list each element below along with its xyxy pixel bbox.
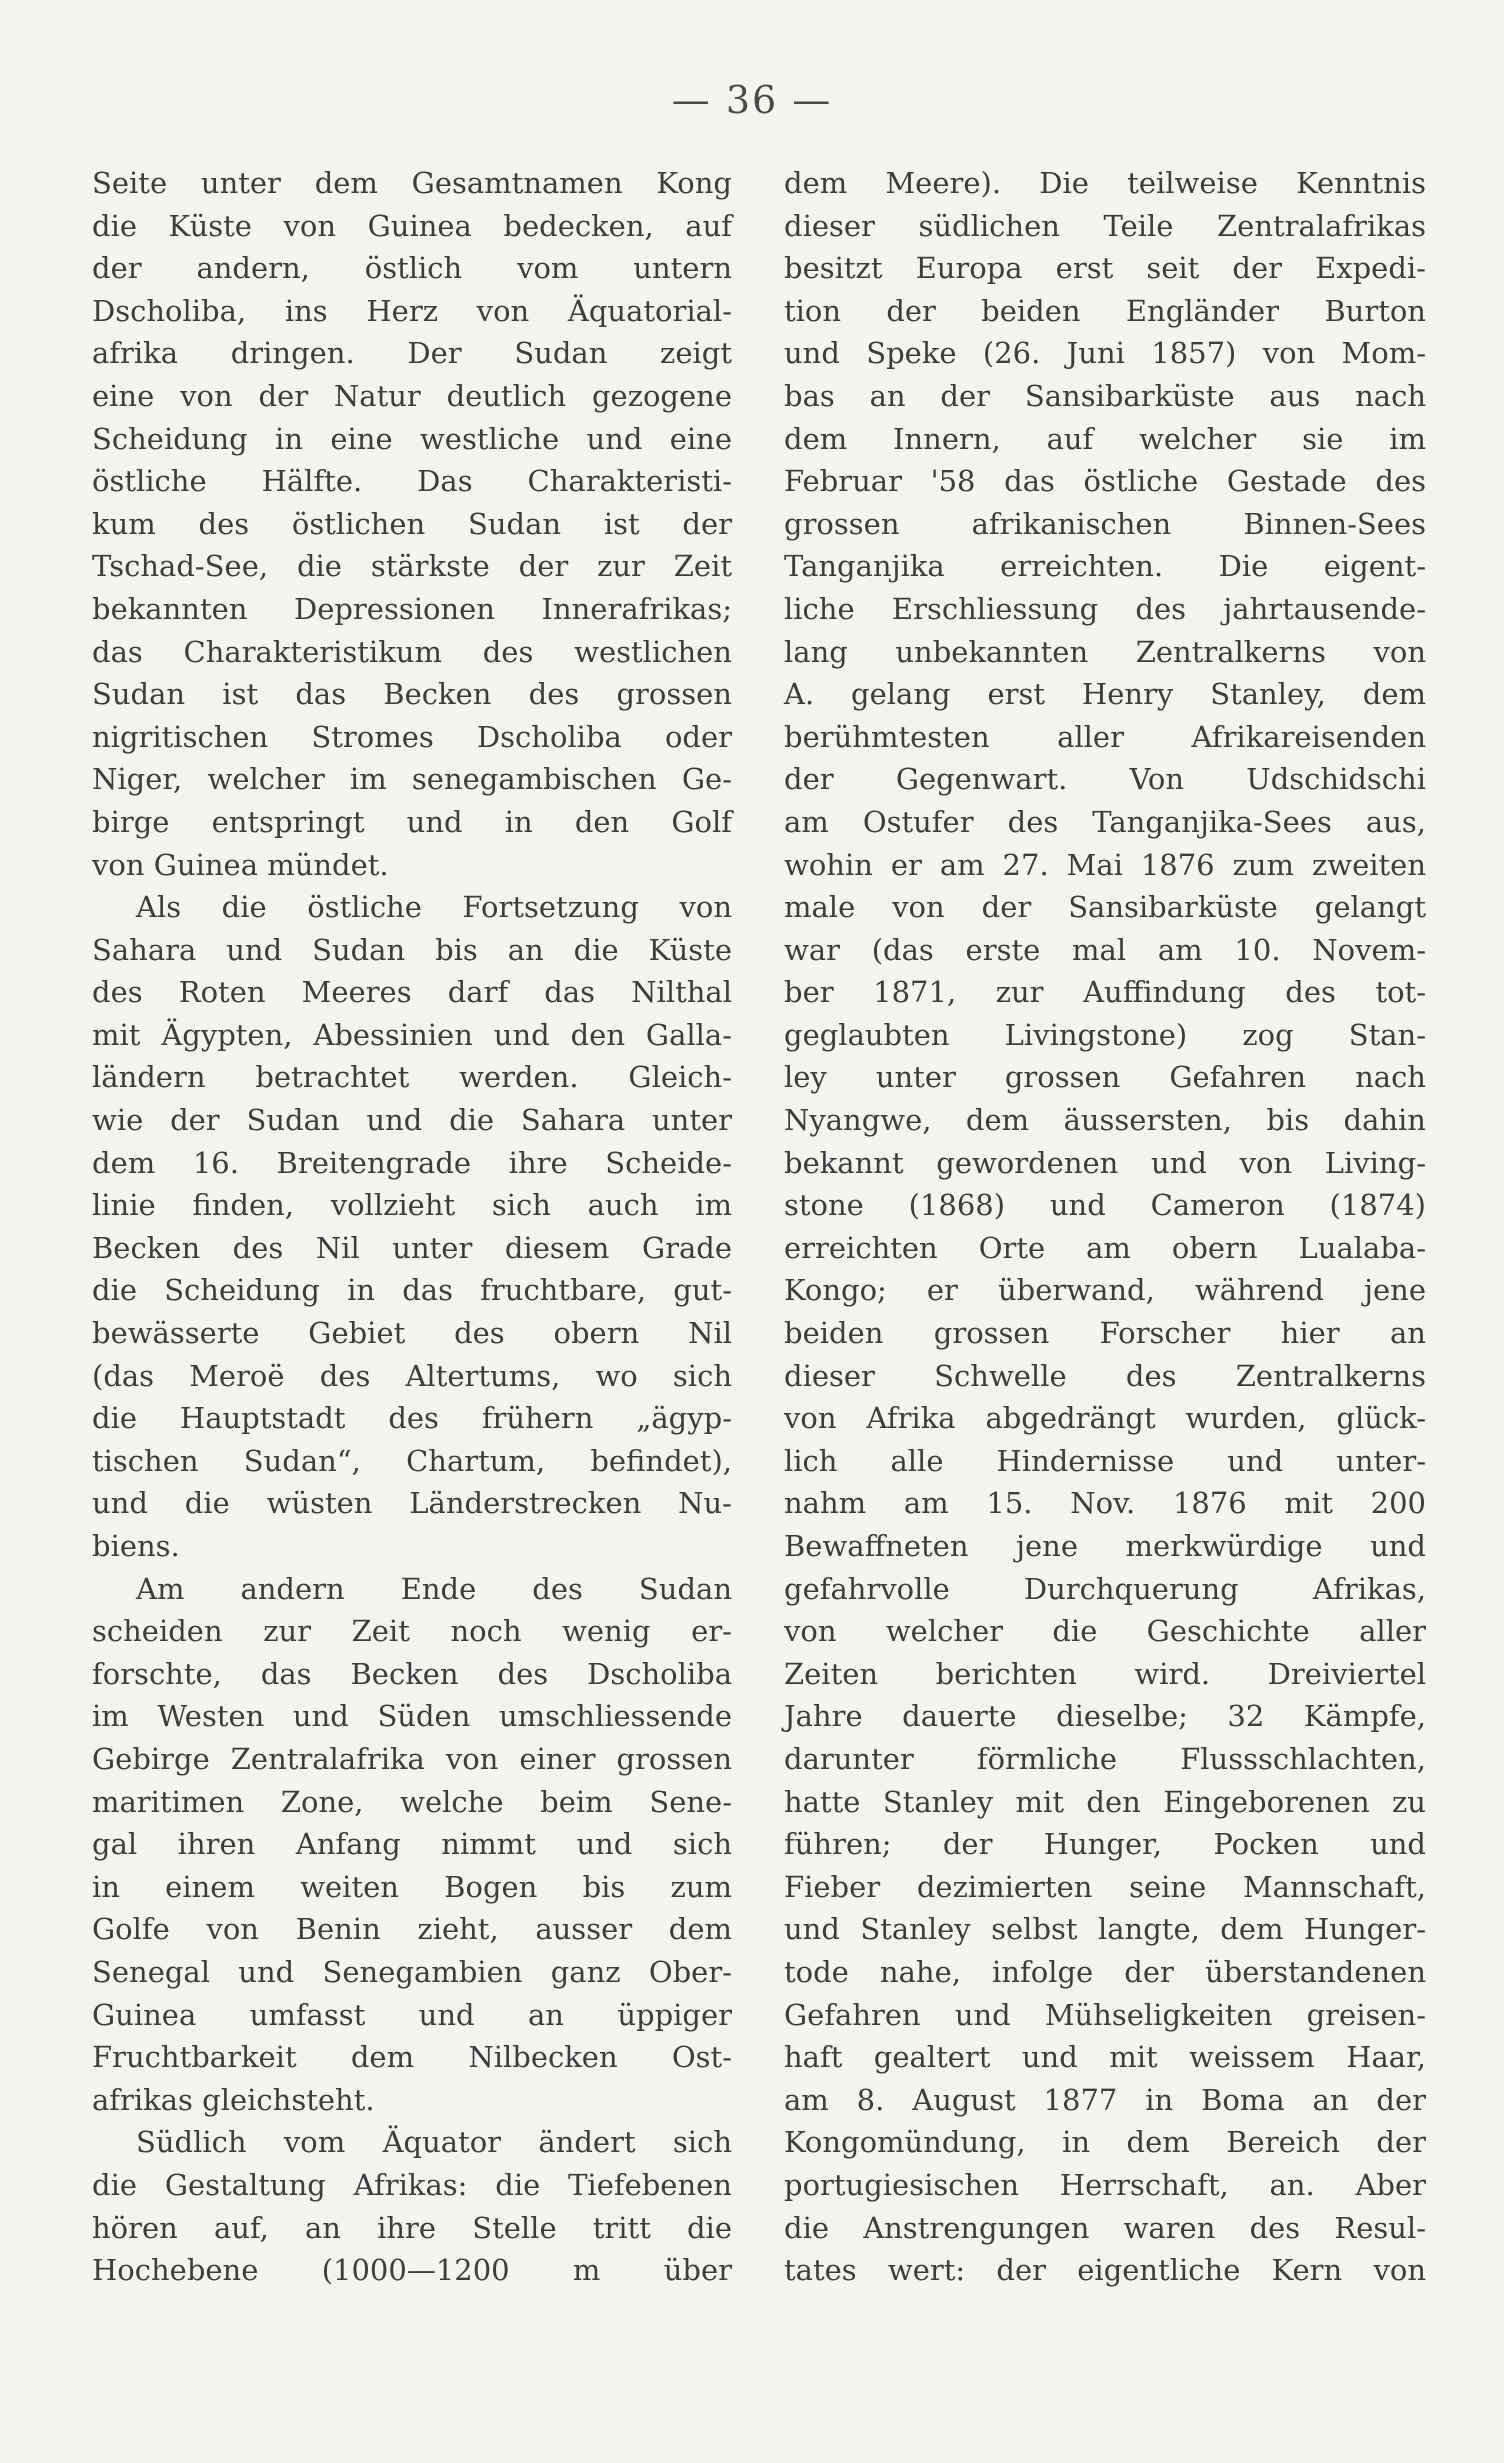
text-line: des Roten Meeres darf das Nilthal [92, 975, 732, 1010]
text-line: birge entspringt und in den Golf [92, 804, 732, 839]
text-line: dieser Schwelle des Zentralkerns [784, 1358, 1426, 1393]
text-line: ber 1871, zur Auffindung des tot- [784, 975, 1426, 1010]
text-line: Tschad-See, die stärkste der zur Zeit [92, 549, 732, 584]
text-line: von Guinea mündet. [92, 847, 389, 882]
text-line: der andern, östlich vom untern [92, 251, 732, 286]
text-line: bekannt gewordenen und von Living- [784, 1145, 1426, 1180]
text-line: Gebirge Zentralafrika von einer grossen [92, 1741, 732, 1776]
text-line: Sahara und Sudan bis an die Küste [92, 932, 732, 967]
text-line: tischen Sudan“, Chartum, befindet), [92, 1443, 732, 1478]
text-line: war (das erste mal am 10. Novem- [784, 932, 1426, 967]
text-line: lich alle Hindernisse und unter- [784, 1443, 1426, 1478]
text-line: Als die östliche Fortsetzung von [136, 890, 732, 925]
text-line: Kongomündung, in dem Bereich der [784, 2125, 1426, 2160]
text-line: Am andern Ende des Sudan [136, 1571, 732, 1606]
text-line: grossen afrikanischen Binnen-Sees [784, 506, 1426, 541]
text-line: A. gelang erst Henry Stanley, dem [784, 677, 1426, 712]
text-line: erreichten Orte am obern Lualaba- [784, 1230, 1426, 1265]
text-line: dieser südlichen Teile Zentralafrikas [784, 208, 1426, 243]
text-line: maritimen Zone, welche beim Sene- [92, 1784, 732, 1819]
text-line: die Küste von Guinea bedecken, auf [92, 208, 732, 243]
text-line: dem Meere). Die teilweise Kenntnis [784, 166, 1426, 200]
left-text-column [92, 162, 732, 2292]
text-line: male von der Sansibarküste gelangt [784, 890, 1426, 925]
text-line: (das Meroë des Altertums, wo sich [92, 1358, 732, 1393]
text-line: Gefahren und Mühseligkeiten greisen- [784, 1997, 1426, 2032]
text-line: Jahre dauerte dieselbe; 32 Kämpfe, [784, 1699, 1426, 1734]
text-line: ley unter grossen Gefahren nach [784, 1060, 1426, 1095]
text-line: führen; der Hunger, Pocken und [784, 1827, 1426, 1862]
text-line: berühmtesten aller Afrikareisenden [784, 719, 1426, 754]
text-line: Guinea umfasst und an üppiger [92, 1997, 732, 2032]
text-line: die Scheidung in das fruchtbare, gut- [92, 1273, 732, 1308]
text-line: Dscholiba, ins Herz von Äquatorial- [92, 293, 732, 328]
text-line: Bewaffneten jene merkwürdige und [784, 1529, 1426, 1563]
text-line: linie finden, vollzieht sich auch im [92, 1188, 732, 1223]
text-line: Scheidung in eine westliche und eine [92, 421, 732, 456]
right-text-column [784, 162, 1426, 2292]
text-line: Tanganjika erreichten. Die eigent- [784, 549, 1426, 584]
text-line: besitzt Europa erst seit der Expedi- [784, 251, 1426, 286]
text-line: scheiden zur Zeit noch wenig er- [92, 1614, 732, 1649]
text-line: dem 16. Breitengrade ihre Scheide- [92, 1145, 732, 1180]
page-number: — 36 — [671, 78, 833, 122]
text-line: Senegal und Senegambien ganz Ober- [92, 1954, 732, 1989]
text-line: von welcher die Geschichte aller [784, 1614, 1426, 1649]
text-line: bekannten Depressionen Innerafrikas; [92, 591, 732, 626]
text-line: Nyangwe, dem äussersten, bis dahin [784, 1103, 1426, 1138]
text-line: Hochebene (1000—1200 m über [92, 2253, 732, 2288]
text-line: Zeiten berichten wird. Dreiviertel [784, 1656, 1426, 1691]
text-line: liche Erschliessung des jahrtausende- [784, 591, 1426, 626]
text-line: Golfe von Benin zieht, ausser dem [92, 1912, 732, 1947]
text-line: wie der Sudan und die Sahara unter [92, 1103, 732, 1138]
text-line: haft gealtert und mit weissem Haar, [784, 2040, 1426, 2075]
text-line: stone (1868) und Cameron (1874) [784, 1188, 1426, 1223]
text-line: Niger, welcher im senegambischen Ge- [92, 762, 732, 797]
text-line: bewässerte Gebiet des obern Nil [92, 1316, 732, 1351]
text-line: und die wüsten Länderstrecken Nu- [92, 1486, 732, 1521]
text-line: kum des östlichen Sudan ist der [92, 506, 732, 541]
text-line: nigritischen Stromes Dscholiba oder [92, 719, 732, 754]
text-line: Fieber dezimierten seine Mannschaft, [784, 1869, 1426, 1904]
text-line: wohin er am 27. Mai 1876 zum zweiten [784, 847, 1426, 882]
text-line: biens. [92, 1529, 180, 1563]
text-line: beiden grossen Forscher hier an [784, 1316, 1426, 1351]
text-line: der Gegenwart. Von Udschidschi [784, 762, 1426, 797]
text-line: die Gestaltung Afrikas: die Tiefebenen [92, 2167, 732, 2202]
text-line: eine von der Natur deutlich gezogene [92, 378, 732, 413]
text-line: von Afrika abgedrängt wurden, glück- [784, 1401, 1426, 1436]
text-line: das Charakteristikum des westlichen [92, 634, 732, 669]
text-line: Februar '58 das östliche Gestade des [784, 464, 1426, 499]
text-line: Südlich vom Äquator ändert sich [136, 2125, 732, 2160]
text-line: afrika dringen. Der Sudan zeigt [92, 336, 732, 371]
text-line: Fruchtbarkeit dem Nilbecken Ost- [92, 2040, 732, 2075]
text-line: hören auf, an ihre Stelle tritt die [92, 2210, 732, 2245]
text-line: und Stanley selbst langte, dem Hunger- [784, 1912, 1426, 1947]
text-line: portugiesischen Herrschaft, an. Aber [784, 2167, 1426, 2202]
text-line: gefahrvolle Durchquerung Afrikas, [784, 1571, 1426, 1606]
text-line: bas an der Sansibarküste aus nach [784, 378, 1426, 413]
text-line: gal ihren Anfang nimmt und sich [92, 1827, 732, 1862]
text-line: tode nahe, infolge der überstandenen [784, 1954, 1426, 1989]
text-line: mit Ägypten, Abessinien und den Galla- [92, 1017, 732, 1052]
text-line: Sudan ist das Becken des grossen [92, 677, 732, 712]
text-line: nahm am 15. Nov. 1876 mit 200 [784, 1486, 1426, 1521]
text-line: am Ostufer des Tanganjika-Sees aus, [784, 804, 1426, 839]
text-line: lang unbekannten Zentralkerns von [784, 634, 1426, 669]
text-line: im Westen und Süden umschliessende [92, 1699, 732, 1734]
text-line: in einem weiten Bogen bis zum [92, 1869, 732, 1904]
text-line: forschte, das Becken des Dscholiba [92, 1656, 732, 1691]
text-line: ländern betrachtet werden. Gleich- [92, 1060, 732, 1095]
text-line: die Hauptstadt des frühern „ägyp- [92, 1401, 732, 1436]
text-line: die Anstrengungen waren des Resul- [784, 2210, 1426, 2245]
text-line: und Speke (26. Juni 1857) von Mom- [784, 336, 1426, 371]
text-line: afrikas gleichsteht. [92, 2082, 375, 2117]
text-line: Seite unter dem Gesamtnamen Kong [92, 166, 732, 200]
text-line: tion der beiden Engländer Burton [784, 293, 1426, 328]
text-line: hatte Stanley mit den Eingeborenen zu [784, 1784, 1426, 1819]
text-line: am 8. August 1877 in Boma an der [784, 2082, 1426, 2117]
text-line: Becken des Nil unter diesem Grade [92, 1230, 732, 1265]
text-line: tates wert: der eigentliche Kern von [784, 2253, 1426, 2288]
text-line: Kongo; er überwand, während jene [784, 1273, 1426, 1308]
text-line: östliche Hälfte. Das Charakteristi- [92, 464, 732, 499]
text-line: dem Innern, auf welcher sie im [784, 421, 1426, 456]
text-line: darunter förmliche Flussschlachten, [784, 1741, 1426, 1776]
text-line: geglaubten Livingstone) zog Stan- [784, 1017, 1426, 1052]
